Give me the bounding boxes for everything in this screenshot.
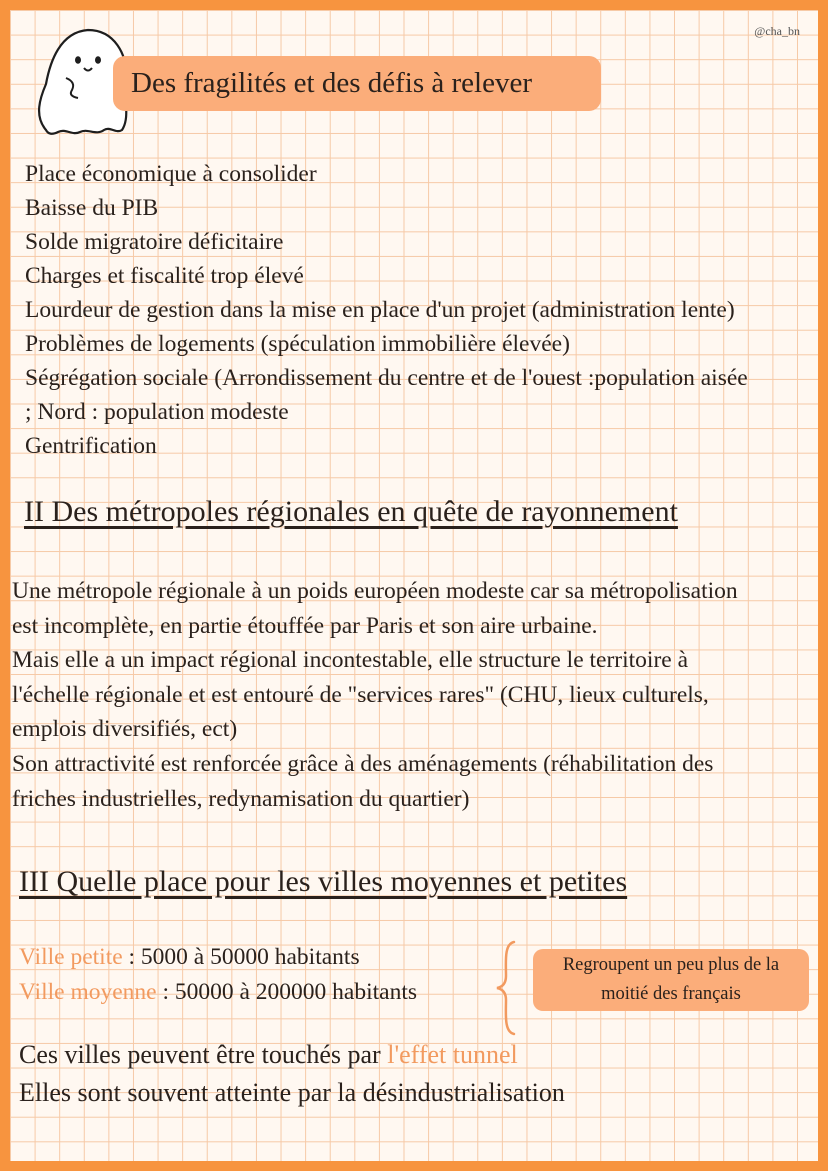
curly-brace-icon xyxy=(494,940,520,1036)
paragraph-line: est incomplète, en partie étouffée par Paris et son aire urbaine. xyxy=(12,612,598,639)
section-3-heading: III Quelle place pour les villes moyennes et petites xyxy=(19,865,628,898)
section-2-paragraph xyxy=(12,574,818,816)
desindustrialisation-line: Elles sont souvent atteinte par la désindustrialisation xyxy=(19,1078,565,1107)
effet-tunnel-line xyxy=(19,1040,518,1070)
ville-moyenne-row xyxy=(19,979,417,1006)
notebook-page xyxy=(10,10,818,1161)
section-2-heading: II Des métropoles régionales en quête de rayonnement xyxy=(24,495,678,528)
ville-petite-value: : 5000 à 50000 habitants xyxy=(122,944,360,970)
ville-petite-label: Ville petite xyxy=(19,944,123,970)
fragilities-list xyxy=(25,157,815,463)
effet-tunnel-highlight: l'effet tunnel xyxy=(387,1040,518,1069)
list-item: Lourdeur de gestion dans la mise en place d'un projet (administration lente) xyxy=(25,297,735,323)
ville-moyenne-label: Ville moyenne xyxy=(19,979,157,1005)
callout-box xyxy=(533,949,809,1011)
paragraph-line: emplois diversifiés, ect) xyxy=(12,716,238,743)
list-item: Baisse du PIB xyxy=(25,195,159,221)
list-item: Charges et fiscalité trop élevé xyxy=(25,263,304,289)
list-item: Place économique à consolider xyxy=(25,161,317,187)
paragraph-line: friches industrielles, redynamisation du quartier) xyxy=(12,785,470,812)
list-item: Gentrification xyxy=(25,433,157,459)
ville-petite-row xyxy=(19,944,360,971)
paragraph-line: Son attractivité est renforcée grâce à des aménagements (réhabilitation des xyxy=(12,750,714,777)
callout-line-1: Regroupent un peu plus de la xyxy=(562,955,780,975)
effet-tunnel-prefix: Ces villes peuvent être touchés par xyxy=(19,1040,388,1069)
list-item: Ségrégation sociale (Arrondissement du centre et de l'ouest :population aisée xyxy=(25,365,748,391)
callout-line-2: moitié des français xyxy=(591,980,751,1009)
paragraph-line: Une métropole régionale à un poids européen modeste car sa métropolisation xyxy=(12,578,738,604)
list-item: Problèmes de logements (spéculation immobilière élevée) xyxy=(25,331,570,357)
author-handle: @cha_bn xyxy=(754,24,800,38)
list-item: Solde migratoire déficitaire xyxy=(25,229,284,255)
paragraph-line: l'échelle régionale et est entouré de "services rares" (CHU, lieux culturels, xyxy=(12,681,709,708)
paragraph-line: Mais elle a un impact régional incontestable, elle structure le territoire à xyxy=(12,647,689,674)
page-title: Des fragilités et des défis à relever xyxy=(113,56,601,111)
ville-moyenne-value: : 50000 à 200000 habitants xyxy=(156,979,418,1005)
list-item: ; Nord : population modeste xyxy=(25,399,289,425)
